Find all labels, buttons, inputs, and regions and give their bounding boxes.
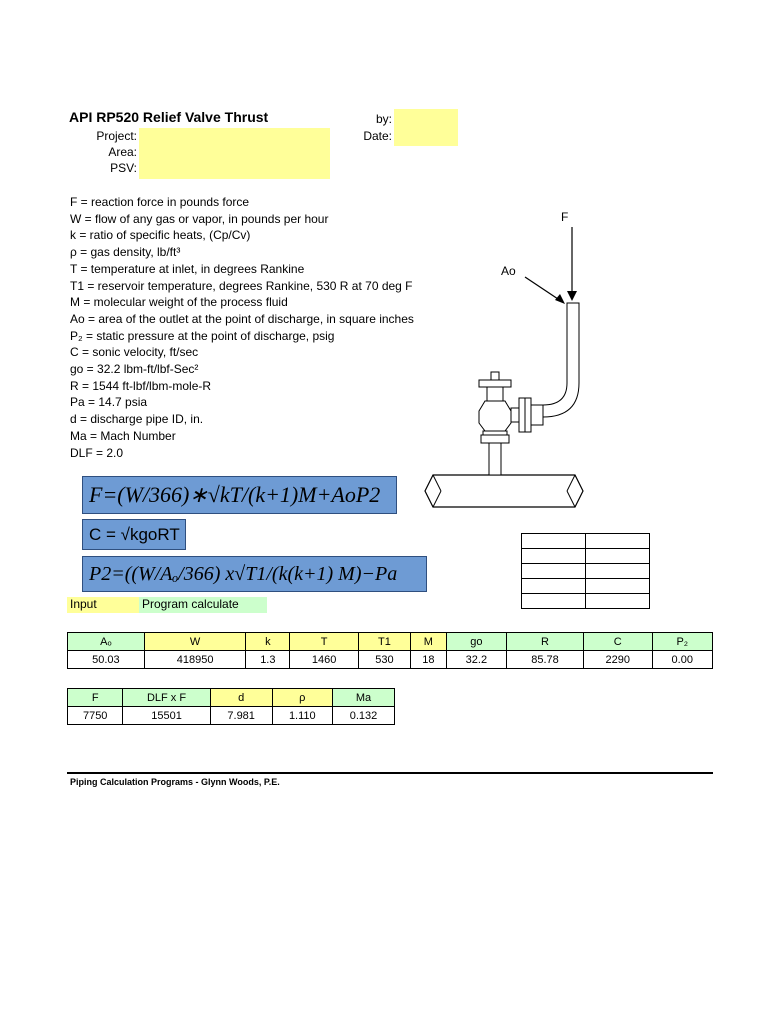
area-outlet-label: Ao	[501, 264, 516, 278]
definition-c: C = sonic velocity, ft/sec	[70, 345, 199, 360]
header-cell-2: d	[210, 689, 272, 707]
definition-f: F = reaction force in pounds force	[70, 195, 250, 209]
result-table	[67, 688, 395, 725]
value-cell-0[interactable]: 7750	[68, 707, 123, 725]
formula-sonic-velocity: C = √kgoRT	[82, 519, 186, 550]
force-label: F	[561, 210, 569, 224]
value-cell-2[interactable]: 1.3	[246, 651, 290, 669]
footer-divider	[67, 772, 713, 774]
result-table-value-row	[68, 707, 395, 725]
definition-t: T = temperature at inlet, in degrees Rankine	[70, 261, 305, 276]
value-cell-7[interactable]: 85.78	[507, 651, 584, 669]
by-field[interactable]	[394, 109, 458, 127]
header-cell-1: W	[144, 633, 246, 651]
value-cell-4[interactable]: 0.132	[332, 707, 394, 725]
grid-cell[interactable]	[522, 579, 586, 594]
definition-rho: ρ = gas density, lb/ft³	[70, 245, 181, 260]
definition-k: k = ratio of specific heats, (Cp/Cv)	[70, 228, 251, 243]
grid-cell[interactable]	[586, 594, 650, 609]
relief-valve-diagram	[415, 205, 590, 515]
header-cell-3: ρ	[272, 689, 332, 707]
definition-t1: T1 = reservoir temperature, degrees Rankine, 530 R at 70 deg F	[70, 278, 413, 293]
definition-pa: Pa = 14.7 psia	[70, 395, 148, 410]
date-field[interactable]	[394, 127, 458, 146]
header-cell-5: M	[411, 633, 447, 651]
definition-ao: Ao = area of the outlet at the point of discharge, in square inches	[70, 311, 414, 326]
empty-grid	[521, 533, 650, 609]
definition-r: R = 1544 ft-lbf/lbm-mole-R	[70, 378, 212, 393]
formula-static-pressure: P2=((W/Aₒ/366) x√T1/(k(k+1) M)−Pa	[82, 556, 427, 592]
definition-d: d = discharge pipe ID, in.	[70, 412, 204, 427]
value-cell-0[interactable]: 50.03	[68, 651, 145, 669]
value-cell-5[interactable]: 18	[411, 651, 447, 669]
definition-dlf: DLF = 2.0	[70, 445, 124, 460]
header-cell-9: P₂	[652, 633, 712, 651]
legend-input: Input	[67, 597, 139, 613]
header-cell-2: k	[246, 633, 290, 651]
grid-cell[interactable]	[522, 564, 586, 579]
header-cell-3: T	[290, 633, 359, 651]
header-cell-6: go	[446, 633, 506, 651]
value-cell-3[interactable]: 1.110	[272, 707, 332, 725]
definition-m: M = molecular weight of the process fluid	[70, 295, 288, 310]
date-label: Date:	[363, 129, 392, 143]
formula-reaction-force: F=(W/366)∗√kT/(k+1)M+AoP2	[82, 476, 397, 514]
header-cell-4: Ma	[332, 689, 394, 707]
definitions-list	[70, 194, 414, 461]
project-area-psv-field[interactable]	[139, 128, 330, 179]
page-title: API RP520 Relief Valve Thrust	[69, 109, 269, 125]
legend-program-calculate: Program calculate	[139, 597, 267, 613]
input-table	[67, 632, 713, 669]
header-cell-1: DLF x F	[123, 689, 210, 707]
definition-w: W = flow of any gas or vapor, in pounds per hour	[70, 211, 329, 226]
value-cell-8[interactable]: 2290	[583, 651, 652, 669]
definition-p2: P₂ = static pressure at the point of discharge, psig	[70, 328, 335, 343]
definition-ma: Ma = Mach Number	[70, 428, 176, 443]
header-cell-0: F	[68, 689, 123, 707]
grid-cell[interactable]	[522, 594, 586, 609]
definition-go: go = 32.2 lbm-ft/lbf-Sec²	[70, 362, 199, 377]
header-cell-7: R	[507, 633, 584, 651]
grid-cell[interactable]	[586, 549, 650, 564]
grid-cell[interactable]	[586, 564, 650, 579]
value-cell-3[interactable]: 1460	[290, 651, 359, 669]
input-table-value-row	[68, 651, 713, 669]
grid-cell[interactable]	[586, 534, 650, 549]
by-label: by:	[375, 112, 392, 126]
value-cell-1[interactable]: 15501	[123, 707, 210, 725]
grid-cell[interactable]	[586, 579, 650, 594]
header-cell-8: C	[583, 633, 652, 651]
input-table-header-row	[68, 633, 713, 651]
project-label: Project:	[96, 129, 137, 143]
grid-cell[interactable]	[522, 549, 586, 564]
header-cell-0: Aₒ	[68, 633, 145, 651]
footer-credit: Piping Calculation Programs - Glynn Woods, P.E.	[70, 777, 280, 787]
header-cell-4: T1	[358, 633, 410, 651]
value-cell-1[interactable]: 418950	[144, 651, 246, 669]
area-label: Area:	[108, 145, 137, 159]
value-cell-2[interactable]: 7.981	[210, 707, 272, 725]
psv-label: PSV:	[110, 161, 137, 175]
value-cell-9[interactable]: 0.00	[652, 651, 712, 669]
result-table-header-row	[68, 689, 395, 707]
value-cell-4[interactable]: 530	[358, 651, 410, 669]
value-cell-6[interactable]: 32.2	[446, 651, 506, 669]
grid-cell[interactable]	[522, 534, 586, 549]
